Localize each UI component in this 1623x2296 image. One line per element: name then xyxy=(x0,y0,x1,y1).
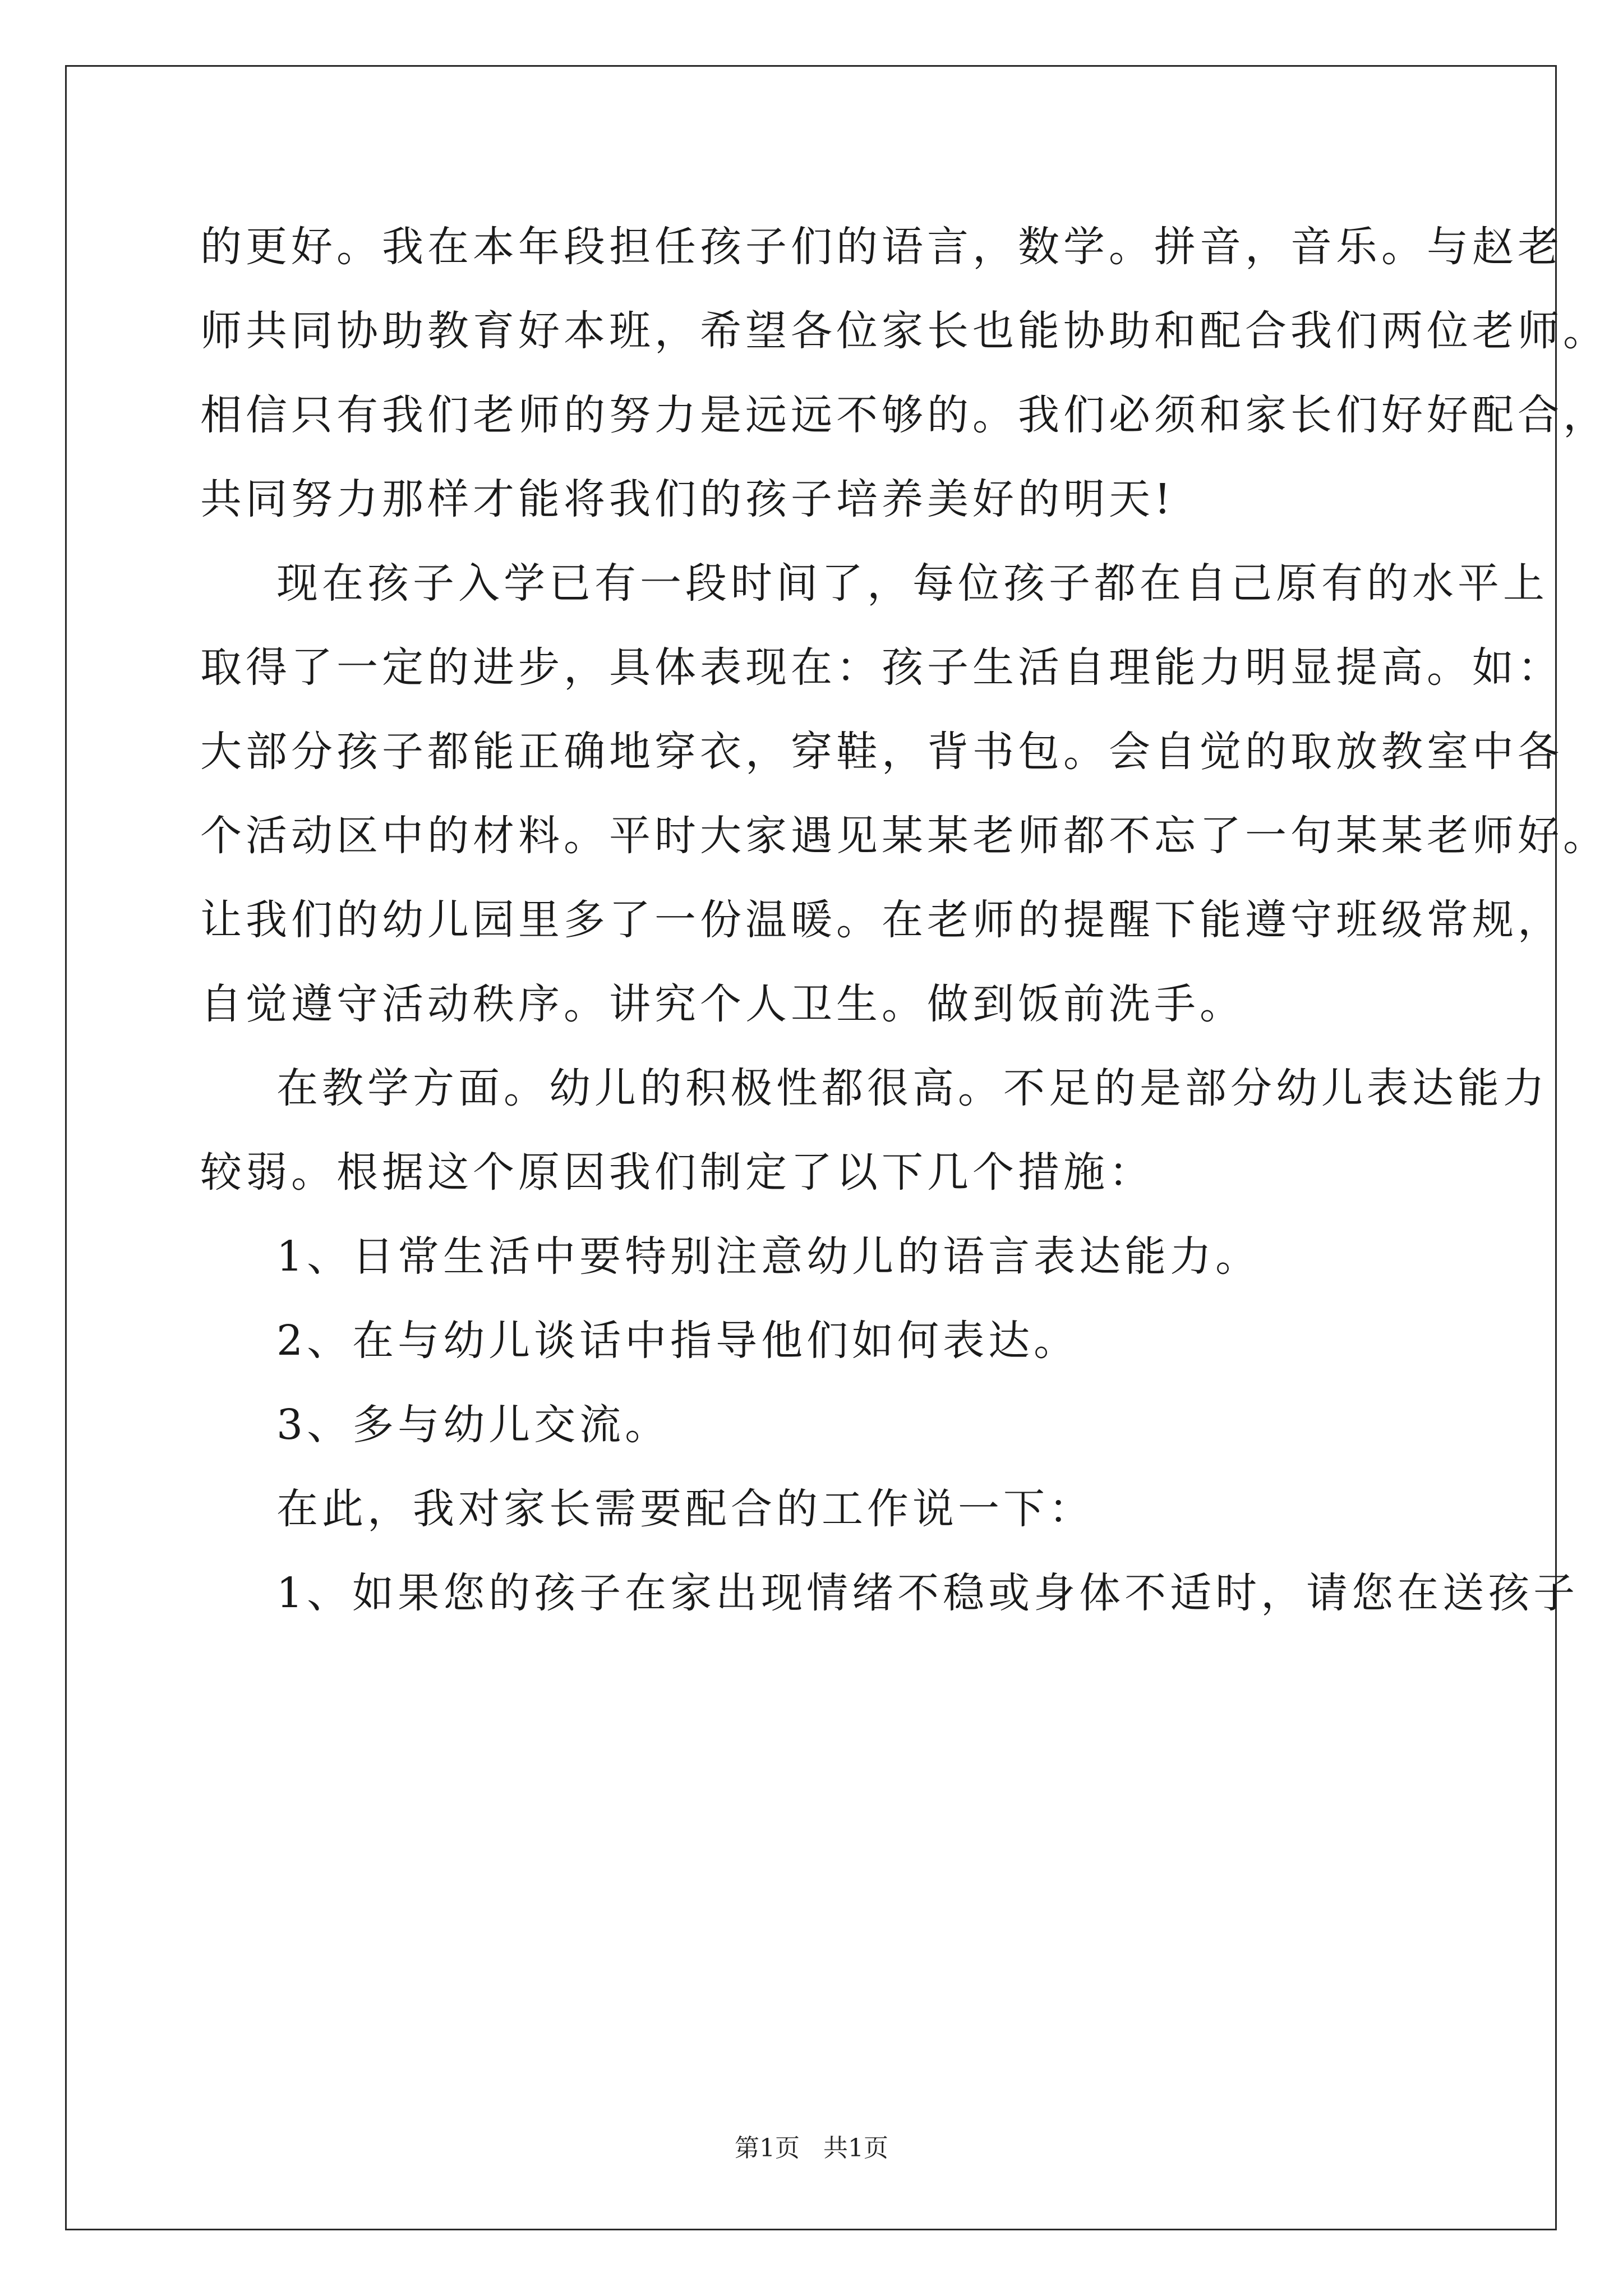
paragraph-line: 个活动区中的材料。平时大家遇见某某老师都不忘了一句某某老师好。 xyxy=(200,812,1608,860)
paragraph-line: 现在孩子入学已有一段时间了，每位孩子都在自己原有的水平上 xyxy=(276,559,1548,608)
paragraph-line: 让我们的幼儿园里多了一份温暖。在老师的提醒下能遵守班级常规， xyxy=(200,896,1563,944)
list-item: 1、日常生活中要特别注意幼儿的语言表达能力。 xyxy=(276,1232,1261,1281)
paragraph-line: 大部分孩子都能正确地穿衣，穿鞋，背书包。会自觉的取放教室中各 xyxy=(200,728,1563,776)
paragraph-line: 取得了一定的进步，具体表现在：孩子生活自理能力明显提高。如： xyxy=(200,643,1563,692)
paragraph-line: 共同努力那样才能将我们的孩子培养美好的明天! xyxy=(200,475,1175,523)
paragraph-line: 在此，我对家长需要配合的工作说一下： xyxy=(276,1485,1094,1533)
paragraph-line: 的更好。我在本年段担任孩子们的语言，数学。拼音，音乐。与赵老 xyxy=(200,223,1563,271)
paragraph-line: 较弱。根据这个原因我们制定了以下几个措施： xyxy=(200,1148,1154,1197)
paragraph-line: 在教学方面。幼儿的积极性都很高。不足的是部分幼儿表达能力 xyxy=(276,1064,1548,1112)
list-item: 1、如果您的孩子在家出现情绪不稳或身体不适时，请您在送孩子 xyxy=(276,1569,1579,1617)
list-item: 3、多与幼儿交流。 xyxy=(276,1401,671,1449)
paragraph-line: 相信只有我们老师的努力是远远不够的。我们必须和家长们好好配合， xyxy=(200,391,1608,439)
page-footer: 第1页 共1页 xyxy=(735,2134,888,2162)
page-border xyxy=(65,65,1557,2230)
list-item: 2、在与幼儿谈话中指导他们如何表达。 xyxy=(276,1317,1080,1365)
paragraph-line: 师共同协助教育好本班，希望各位家长也能协助和配合我们两位老师。 xyxy=(200,307,1608,355)
paragraph-line: 自觉遵守活动秩序。讲究个人卫生。做到饭前洗手。 xyxy=(200,980,1245,1028)
